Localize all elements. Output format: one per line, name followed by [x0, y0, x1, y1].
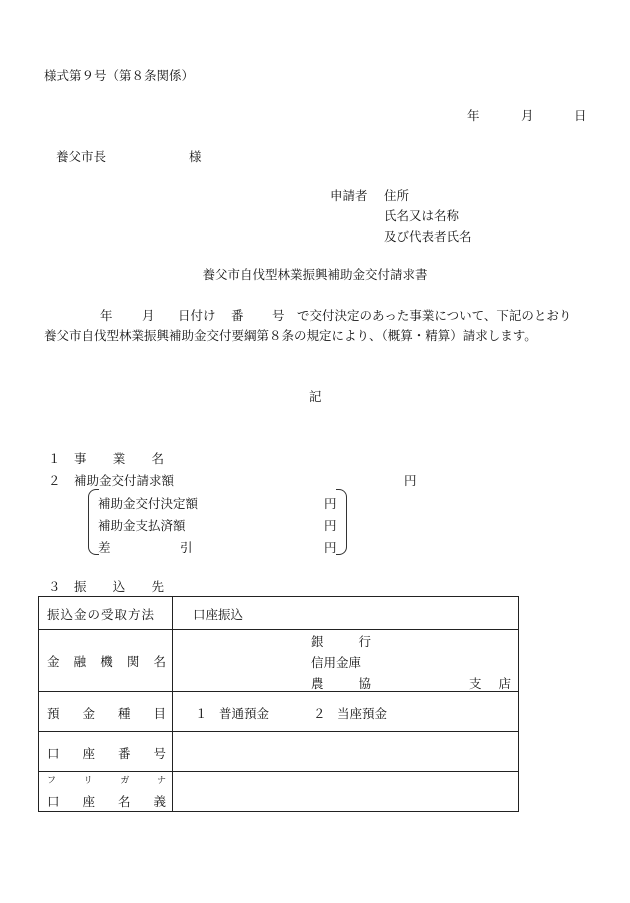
account-number-label-cell: [39, 732, 173, 771]
deposit-opt1-label: 普通預金: [219, 706, 270, 721]
sub-paid-label: 補助金支払済額: [98, 518, 186, 533]
account-number-value-cell: [173, 732, 518, 771]
sub-decided-yen: 円: [324, 496, 337, 511]
method-label-text: 振込金の受取方法: [47, 607, 156, 622]
account-number-label: [47, 744, 166, 762]
account-number-char: 座: [82, 746, 95, 761]
item2-number: ２: [48, 473, 61, 488]
item2-yen: 円: [404, 473, 417, 488]
bank-ginko-char: 行: [358, 634, 371, 649]
table-row-bank: [39, 629, 518, 691]
table-row-account-holder: [39, 771, 518, 811]
sub-diff-label-b: 引: [180, 540, 193, 555]
sub-paid-yen: 円: [324, 518, 337, 533]
deposit-type-value-cell: [173, 692, 518, 731]
date-year-label: 年: [467, 108, 480, 123]
addressee-sama: 様: [189, 149, 202, 164]
deposit-type-label-cell: [39, 692, 173, 731]
sub-decided-label: 補助金交付決定額: [98, 496, 199, 511]
bank-ginko-char: 銀: [311, 634, 324, 649]
applicant-label: 申請者: [330, 188, 368, 203]
bank-label-cell: [39, 630, 173, 691]
bank-branch: [469, 674, 511, 692]
account-holder-char: 名: [117, 794, 131, 809]
account-number-char: 番: [117, 746, 131, 761]
deposit-type-char: 目: [153, 706, 166, 721]
bank-branch-char: 支: [469, 676, 482, 691]
bank-nokyo-char: 農: [311, 676, 324, 691]
bank-label-char: 金: [47, 654, 60, 669]
item3-char: 先: [151, 579, 164, 594]
transfer-table: [38, 596, 519, 812]
account-number-char: 口: [47, 746, 60, 761]
furigana-char: フ: [47, 776, 57, 786]
account-holder-label-cell: [39, 772, 173, 811]
bank-nokyo: [311, 674, 371, 692]
account-holder-char: 義: [153, 794, 166, 809]
bank-ginko: [311, 632, 371, 650]
bank-label-char: 機: [100, 654, 113, 669]
furigana-char: ガ: [120, 776, 130, 786]
deposit-type-label: [47, 704, 166, 722]
bank-label-char: 名: [153, 654, 166, 669]
body-go: 号: [272, 308, 285, 323]
bank-label-char: 融: [73, 654, 87, 669]
form-id: 様式第９号（第８条関係）: [44, 68, 195, 83]
account-holder-label: [47, 792, 166, 810]
item1-char: 事: [74, 451, 87, 466]
bank-shinkin: 信用金庫: [311, 655, 362, 670]
item1-label: [74, 449, 164, 467]
date-month-label: 月: [521, 108, 534, 123]
deposit-type-char: 預: [47, 706, 60, 721]
item3-char: 振: [74, 579, 87, 594]
item3-char: 込: [112, 579, 126, 594]
body-line2: 養父市自伐型林業振興補助金交付要綱第８条の規定により、（概算・精算）請求します。: [44, 328, 537, 343]
applicant-name-label: 氏名又は名称: [384, 208, 460, 223]
item1-number: １: [48, 451, 61, 466]
body-dated: 日付け: [178, 308, 216, 323]
account-holder-char: 座: [82, 794, 95, 809]
furigana-char: ナ: [156, 776, 166, 786]
method-label: [47, 605, 166, 623]
right-bracket: [336, 489, 347, 555]
account-holder-value-cell: [173, 772, 518, 811]
date-day-label: 日: [574, 108, 587, 123]
account-number-char: 号: [153, 746, 166, 761]
deposit-opt2-label: 当座預金: [337, 706, 388, 721]
table-row-method: [39, 597, 518, 629]
body-line1-rest: で交付決定のあった事業について、下記のとおり: [297, 308, 572, 323]
method-value-cell: [173, 597, 518, 629]
ki-heading: 記: [309, 389, 322, 404]
table-row-account-number: [39, 731, 518, 771]
furigana-char: リ: [83, 776, 93, 786]
deposit-type-char: 種: [117, 706, 131, 721]
furigana-label: [47, 773, 166, 786]
deposit-opt1-number: １: [195, 706, 208, 721]
method-value: 口座振込: [193, 607, 244, 622]
item2-label: 補助金交付請求額: [74, 473, 175, 488]
method-label-cell: [39, 597, 173, 629]
table-row-deposit-type: [39, 691, 518, 731]
body-ban: 番: [231, 308, 244, 323]
document-title: 養父市自伐型林業振興補助金交付請求書: [202, 267, 428, 282]
sub-diff-label-a: 差: [98, 540, 111, 555]
body-year: 年: [100, 308, 113, 323]
sub-diff-yen: 円: [324, 540, 337, 555]
item1-char: 名: [151, 451, 164, 466]
item3-number: ３: [48, 579, 61, 594]
body-month: 月: [142, 308, 155, 323]
bank-label-char: 関: [126, 654, 140, 669]
bank-label: [47, 652, 166, 670]
deposit-opt2-number: ２: [313, 706, 326, 721]
applicant-address-label: 住所: [384, 188, 410, 203]
bank-nokyo-char: 協: [358, 676, 371, 691]
bank-branch-char: 店: [498, 676, 511, 691]
item3-label: [74, 577, 164, 595]
bank-value-cell: [173, 630, 518, 691]
addressee-mayor: 養父市長: [56, 149, 107, 164]
account-holder-char: 口: [47, 794, 60, 809]
item1-char: 業: [112, 451, 126, 466]
applicant-rep-label: 及び代表者氏名: [384, 229, 472, 244]
deposit-type-char: 金: [82, 706, 95, 721]
